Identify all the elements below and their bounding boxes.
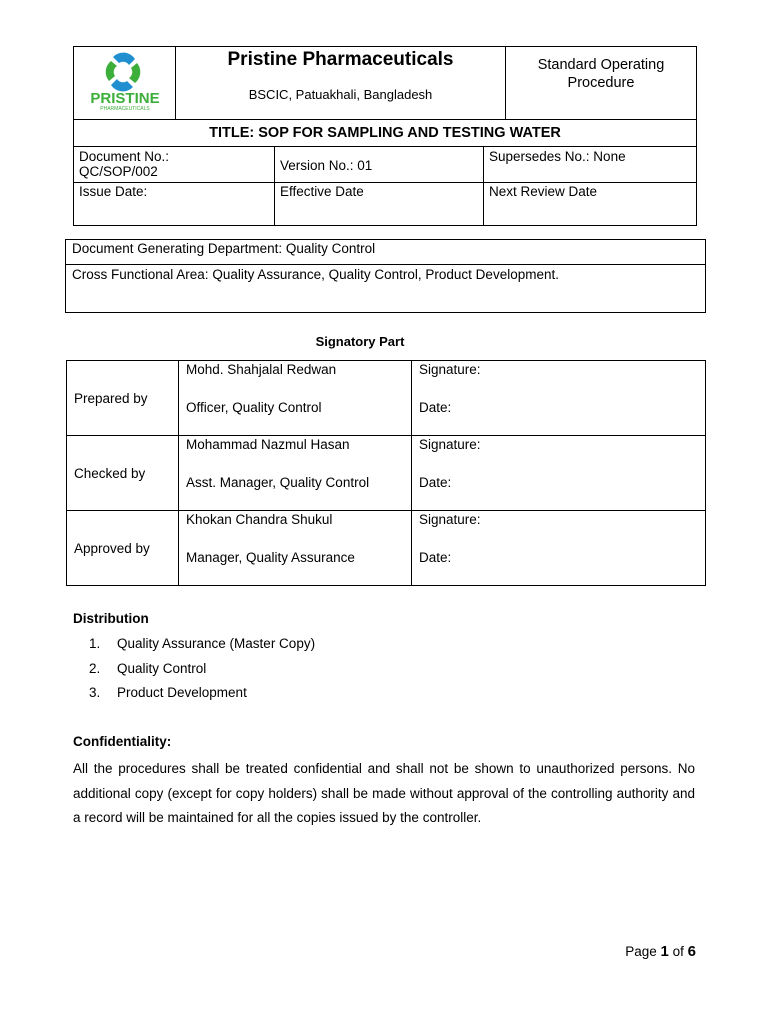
page-number: Page 1 of 6 [625, 943, 696, 960]
company-info [176, 47, 506, 120]
signatory-name: Khokan Chandra Shukul [186, 512, 333, 527]
distribution-heading: Distribution [73, 611, 149, 626]
confidentiality-heading: Confidentiality: [73, 734, 172, 749]
version-number: Version No.: 01 [275, 147, 484, 183]
signature-field[interactable]: Signature: Date: [412, 511, 706, 586]
company-address: BSCIC, Patuakhali, Bangladesh [248, 87, 433, 102]
signatory-name: Mohd. Shahjalal Redwan [186, 362, 337, 377]
company-logo [74, 47, 176, 120]
signatory-table [66, 360, 706, 586]
signature-field[interactable]: Signature: Date: [412, 361, 706, 436]
signatory-heading: Signatory Part [315, 334, 405, 349]
supersedes-number: Supersedes No.: None [484, 147, 697, 183]
signatory-person [179, 361, 412, 436]
signatory-row [67, 361, 706, 436]
signatory-designation: Manager, Quality Assurance [186, 550, 355, 565]
signatory-role: Prepared by [67, 361, 179, 436]
list-item: 1. Quality Assurance (Master Copy) [89, 636, 316, 651]
distribution-list [89, 636, 315, 710]
signatory-row [67, 511, 706, 586]
confidentiality-text: All the procedures shall be treated confidential and shall not be shown to unauthorized persons. No additional copy (except for copy holders) shall be made without approval of the controlling authority and a record will be maintained for all the copies issued by the controller. [73, 761, 695, 825]
signatory-name: Mohammad Nazmul Hasan [186, 437, 350, 452]
svg-text:PHARMACEUTICALS: PHARMACEUTICALS [99, 105, 150, 112]
signatory-role: Checked by [67, 436, 179, 511]
list-item: 3. Product Development [89, 685, 247, 700]
signatory-designation: Officer, Quality Control [186, 400, 322, 415]
signatory-person [179, 511, 412, 586]
cross-functional-area: Cross Functional Area: Quality Assurance, Quality Control, Product Development. [66, 265, 706, 313]
document-header-table [73, 46, 697, 147]
department-table [65, 239, 706, 313]
list-item: 2. Quality Control [89, 660, 207, 676]
pristine-logo-icon [77, 51, 173, 113]
issue-date: Issue Date: [74, 183, 275, 226]
signatory-designation: Asst. Manager, Quality Control [186, 475, 370, 490]
effective-date: Effective Date [275, 183, 484, 226]
svg-text:PRISTINE: PRISTINE [89, 89, 160, 107]
signatory-row [67, 436, 706, 511]
company-name: Pristine Pharmaceuticals [227, 49, 454, 70]
next-review-date: Next Review Date [484, 183, 697, 226]
document-title: TITLE: SOP FOR SAMPLING AND TESTING WATER [74, 120, 697, 147]
signatory-role: Approved by [67, 511, 179, 586]
document-meta-table [73, 146, 697, 226]
document-number: Document No.: QC/SOP/002 [74, 147, 275, 183]
signature-field[interactable]: Signature: Date: [412, 436, 706, 511]
signatory-person [179, 436, 412, 511]
document-type: Standard Operating Procedure [506, 47, 697, 120]
generating-department: Document Generating Department: Quality Control [66, 240, 706, 265]
